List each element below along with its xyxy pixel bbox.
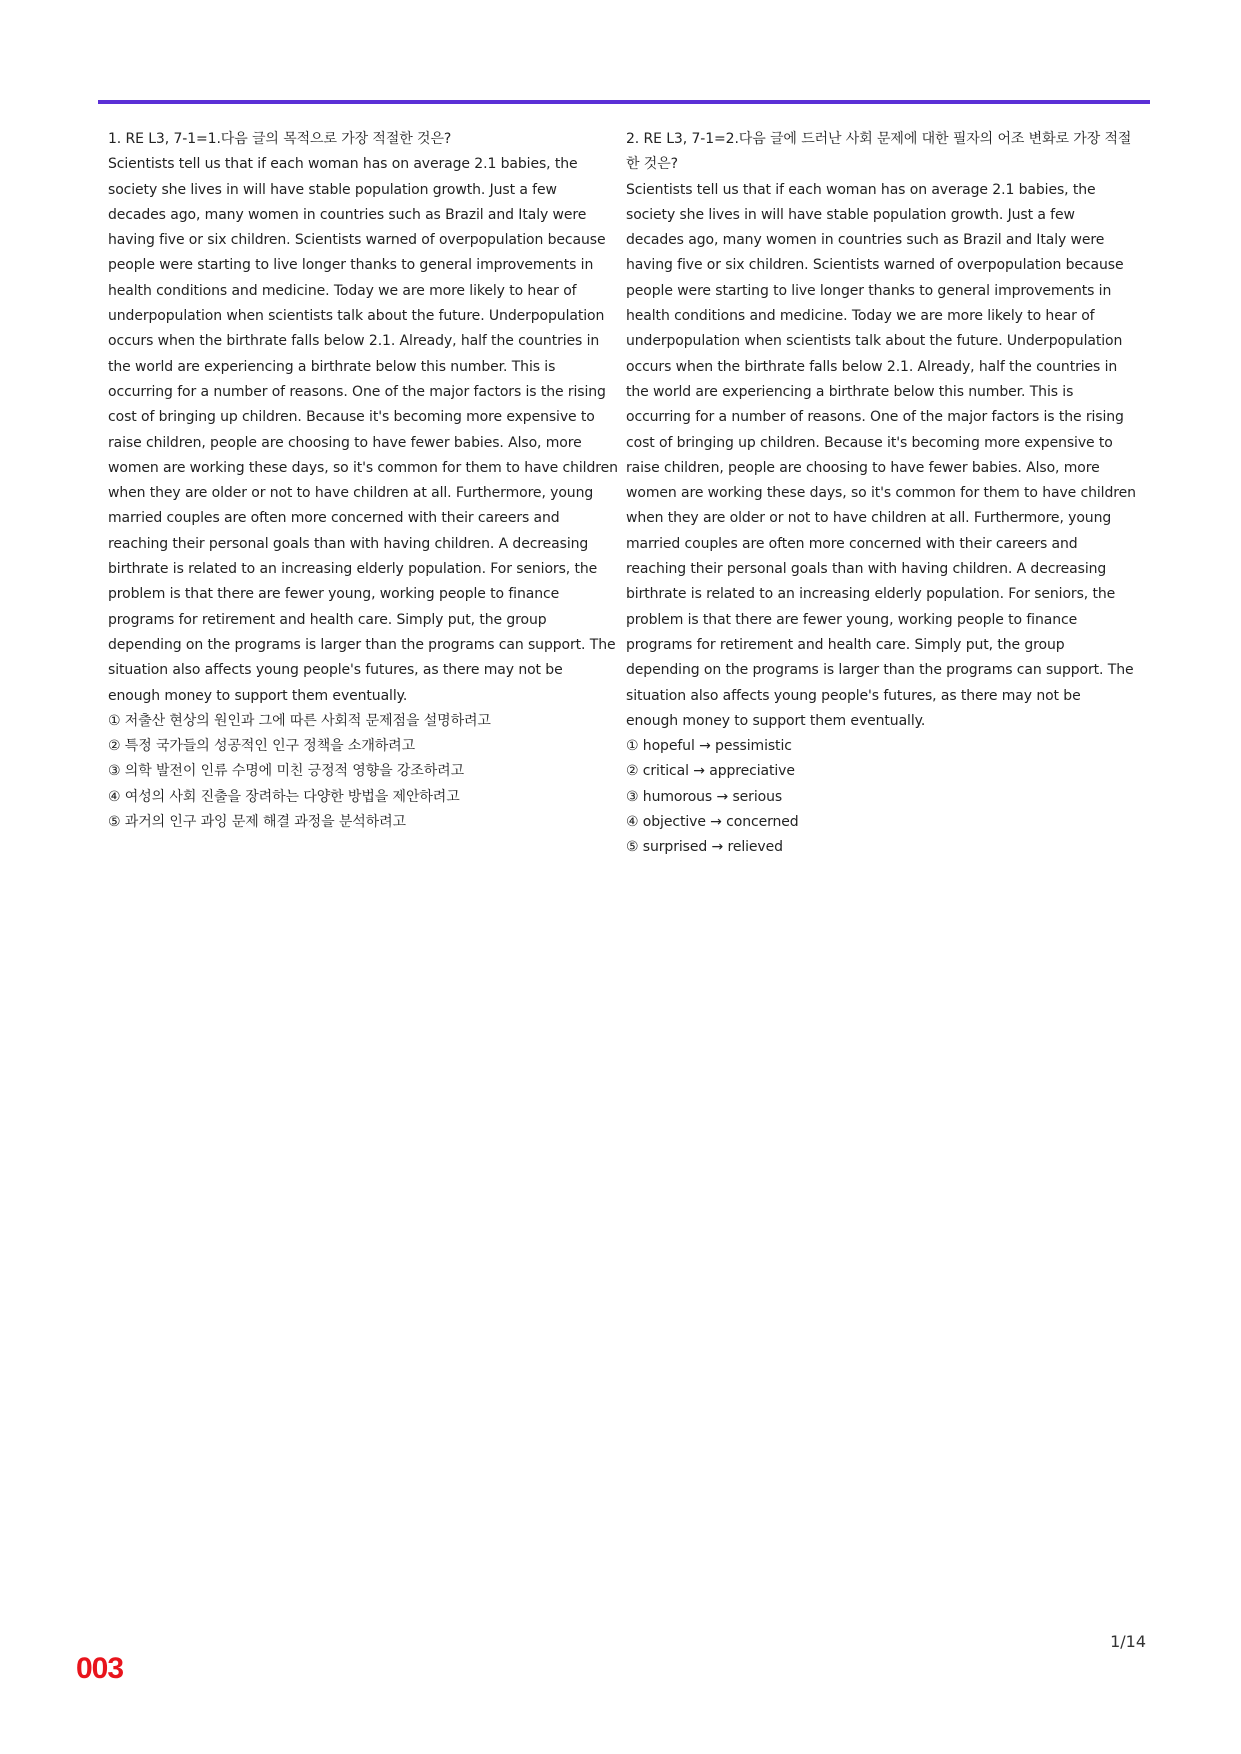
document-code: 003 bbox=[76, 1652, 124, 1685]
choice-1-4[interactable]: ④ 여성의 사회 진출을 장려하는 다양한 방법을 제안하려고 bbox=[108, 788, 460, 805]
question-2-passage: Scientists tell us that if each woman has on average 2.1 babies, the society she lives in will have stable population growth. Just a few decades ago, many women in countries such as Brazil and Italy were having five or six children. Scientists warned of overpopulation because people were starting to live longer thanks to general improvements in health conditions and medicine. Today we are more likely to hear of underpopulation when scientists talk about the future. Underpopulation occurs when the birthrate falls below 2.1. Already, half the countries in the world are experiencing a birthrate below this number. This is occurring for a number of reasons. One of the major factors is the rising cost of bringing up children. Because it's becoming more expensive to raise children, people are choosing to have fewer babies. Also, more women are working these days, so it's common for them to have children when they are older or not to have children at all. Furthermore, young married couples are often more concerned with their careers and reaching their personal goals than with having children. A decreasing birthrate is related to an increasing elderly population. For seniors, the problem is that there are fewer young, working people to finance programs for retirement and health care. Simply put, the group depending on the programs is larger than the programs can support. The situation also affects young people's futures, as there may not be enough money to support them eventually. bbox=[626, 181, 1136, 729]
question-1 bbox=[108, 127, 618, 835]
question-1-passage: Scientists tell us that if each woman has on average 2.1 babies, the society she lives in will have stable population growth. Just a few decades ago, many women in countries such as Brazil and Italy were having five or six children. Scientists warned of overpopulation because people were starting to live longer thanks to general improvements in health conditions and medicine. Today we are more likely to hear of underpopulation when scientists talk about the future. Underpopulation occurs when the birthrate falls below 2.1. Already, half the countries in the world are experiencing a birthrate below this number. This is occurring for a number of reasons. One of the major factors is the rising cost of bringing up children. Because it's becoming more expensive to raise children, people are choosing to have fewer babies. Also, more women are working these days, so it's common for them to have children when they are older or not to have children at all. Furthermore, young married couples are often more concerned with their careers and reaching their personal goals than with having children. A decreasing birthrate is related to an increasing elderly population. For seniors, the problem is that there are fewer young, working people to finance programs for retirement and health care. Simply put, the group depending on the programs is larger than the programs can support. The situation also affects young people's futures, as there may not be enough money to support them eventually. bbox=[108, 156, 618, 704]
question-1-choices bbox=[108, 709, 618, 835]
choice-2-4[interactable]: ④ objective → concerned bbox=[626, 814, 799, 831]
question-2 bbox=[626, 127, 1136, 861]
choice-2-1[interactable]: ① hopeful → pessimistic bbox=[626, 738, 792, 755]
choice-1-5[interactable]: ⑤ 과거의 인구 과잉 문제 해결 과정을 분석하려고 bbox=[108, 814, 406, 831]
choice-1-3[interactable]: ③ 의학 발전이 인류 수명에 미친 긍정적 영향을 강조하려고 bbox=[108, 763, 465, 780]
choice-1-2[interactable]: ② 특정 국가들의 성공적인 인구 정책을 소개하려고 bbox=[108, 738, 416, 755]
page-number: 1/14 bbox=[1110, 1632, 1146, 1651]
question-2-header: 2. RE L3, 7-1=2.다음 글에 드러난 사회 문제에 대한 필자의 어조 변화로 가장 적절한 것은? bbox=[626, 131, 1132, 173]
choice-2-2[interactable]: ② critical → appreciative bbox=[626, 763, 795, 780]
choice-2-5[interactable]: ⑤ surprised → relieved bbox=[626, 839, 783, 856]
question-2-choices bbox=[626, 734, 1136, 860]
choice-2-3[interactable]: ③ humorous → serious bbox=[626, 788, 783, 805]
header-rule bbox=[98, 100, 1150, 104]
question-1-header: 1. RE L3, 7-1=1.다음 글의 목적으로 가장 적절한 것은? bbox=[108, 131, 452, 147]
choice-1-1[interactable]: ① 저출산 현상의 원인과 그에 따른 사회적 문제점을 설명하려고 bbox=[108, 712, 491, 729]
